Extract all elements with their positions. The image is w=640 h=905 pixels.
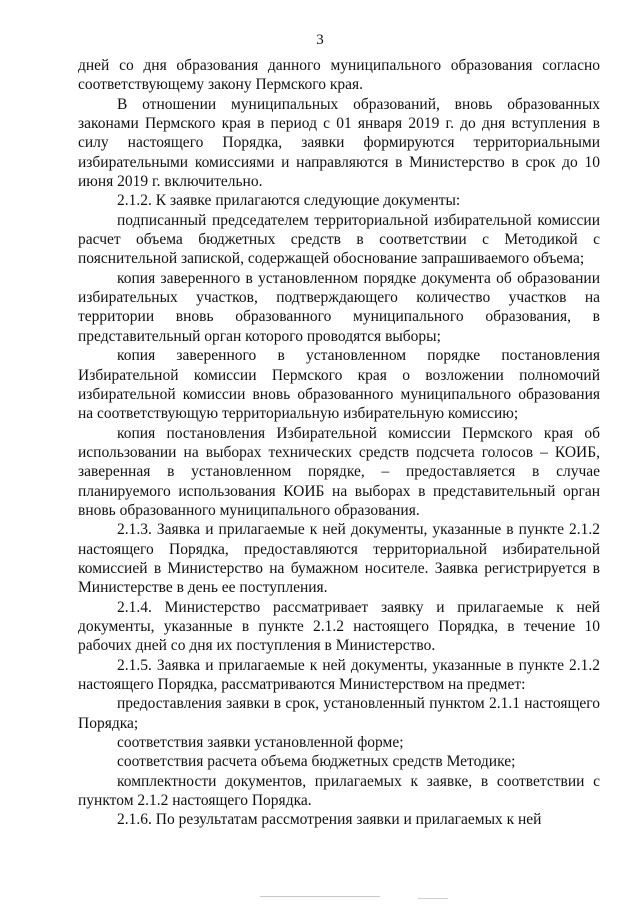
paragraph: предоставления заявки в срок, установленный пунктом 2.1.1 настоящего Порядка; bbox=[78, 695, 600, 732]
paragraph: 2.1.5. Заявка и прилагаемые к ней документы, указанные в пункте 2.1.2 настоящего Порядка, рассматриваются Министерством на предмет: bbox=[78, 656, 600, 693]
paragraph: 2.1.2. К заявке прилагаются следующие документы: bbox=[117, 192, 461, 210]
paragraph: копия заверенного в установленном порядке постановления Избирательной комиссии Пермского края о возложении полномочий избирательной комиссии вновь образованного муниципального образования на соответствующую территориальную избирательную комиссию; bbox=[78, 347, 600, 423]
paragraph: копия заверенного в установленном порядке документа об образовании избирательных участков, подтверждающего количество участков на территории вновь образованного муниципального образования, в представительный орган которого проводятся выборы; bbox=[78, 269, 600, 345]
page-number: 3 bbox=[316, 32, 324, 48]
scan-artifact bbox=[418, 898, 448, 899]
paragraph: 2.1.6. По результатам рассмотрения заявки и прилагаемых к ней bbox=[117, 811, 542, 829]
paragraph: подписанный председателем территориальной избирательной комиссии расчет объема бюджетных средств в соответствии с Методикой с пояснительной запиской, содержащей обоснование запрашиваемого объема; bbox=[78, 211, 600, 268]
paragraph: 2.1.3. Заявка и прилагаемые к ней документы, указанные в пункте 2.1.2 настоящего Порядка, предоставляются территориальной избирательной комиссией в Министерство на бумажном носителе. Заявка регистрируется в Министерстве в день ее поступления. bbox=[78, 521, 600, 597]
paragraph: комплектности документов, прилагаемых к заявке, в соответствии с пунктом 2.1.2 настоящего Порядка. bbox=[78, 772, 600, 810]
paragraph: В отношении муниципальных образований, вновь образованных законами Пермского края в период с 01 января 2019 г. до дня вступления в силу настоящего Порядка, заявки формируются территориальными избирательными комиссиями и направляются в Министерство в срок до 10 июня 2019 г. включительно. bbox=[78, 95, 600, 191]
document-body bbox=[78, 56, 600, 830]
paragraph: дней со дня образования данного муниципального образования согласно соответствующему закону Пермского края. bbox=[78, 57, 600, 94]
paragraph: соответствия заявки установленной форме; bbox=[117, 734, 404, 752]
scan-artifact bbox=[260, 896, 380, 897]
paragraph: копия постановления Избирательной комиссии Пермского края об использовании на выборах технических средств подсчета голосов – КОИБ, заверенная в установленном порядке, – предоставляется в случае планируемого использования КОИБ на выборах в представительный орган вновь образованного муниципального образования. bbox=[78, 424, 600, 519]
paragraph: соответствия расчета объема бюджетных средств Методике; bbox=[117, 753, 516, 771]
paragraph: 2.1.4. Министерство рассматривает заявку и прилагаемые к ней документы, указанные в пункте 2.1.2 настоящего Порядка, в течение 10 рабочих дней со дня их поступления в Министерство. bbox=[78, 598, 600, 655]
